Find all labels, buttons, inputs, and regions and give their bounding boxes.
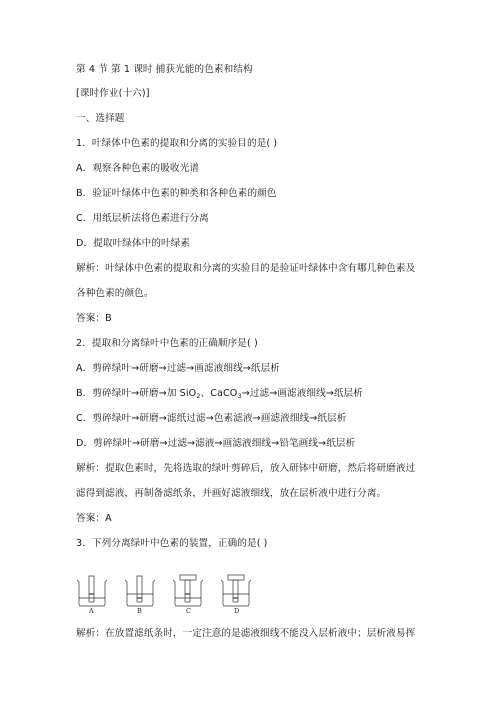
question-2-option-b	[76, 388, 363, 402]
beaker-b	[125, 576, 155, 606]
beaker-d	[221, 575, 251, 606]
question-2-option-d: D．剪碎绿叶→研磨→过滤→滤液→画滤液细线→铅笔画线→纸层析	[76, 438, 356, 449]
option-b-text-start: B．剪碎绿叶→研磨→加 SiO	[76, 388, 197, 399]
question-2-stem: 2．提取和分离绿叶中色素的正确顺序是( )	[76, 338, 258, 349]
silica-subscript: 2	[196, 392, 201, 400]
option-b-text-middle: 、CaCO	[200, 388, 238, 399]
beaker-a	[77, 576, 107, 606]
option-b-text-end: →过滤→画滤液细线→纸层析	[241, 388, 364, 399]
question-1-option-c: C．用纸层析法将色素进行分离	[76, 213, 209, 224]
question-2-analysis-line-2: 滤得到滤液，再制备滤纸条，并画好滤液细线，放在层析液中进行分离。	[76, 488, 387, 499]
figure-label-c: C	[186, 607, 191, 615]
carbonate-subscript: 3	[237, 392, 242, 400]
page-title: 第 4 节 第 1 课时 捕获光能的色素和结构	[76, 64, 253, 75]
question-2-answer: 答案：A	[76, 513, 112, 524]
question-1-analysis-line-1: 解析：叶绿体中色素的提取和分离的实验目的是验证叶绿体中含有哪几种色素及	[76, 263, 416, 274]
question-1-option-a: A．观察各种色素的吸收光谱	[76, 163, 199, 174]
question-2-analysis-line-1: 解析：提取色素时，先将选取的绿叶剪碎后，放入研钵中研磨，然后将研磨液过	[76, 463, 416, 474]
beaker-c	[173, 575, 203, 606]
question-3-analysis-line-1: 解析：在放置滤纸条时，一定注意的是滤液细线不能没入层析液中；层析液易挥	[76, 628, 416, 639]
question-1-analysis-line-2: 各种色素的颜色。	[76, 288, 154, 299]
figure-label-d: D	[234, 607, 240, 615]
chromatography-apparatus-figure	[76, 574, 256, 616]
figure-label-b: B	[137, 607, 142, 615]
question-2-option-a: A．剪碎绿叶→研磨→过滤→画滤液细线→纸层析	[76, 363, 281, 374]
question-1-stem: 1．叶绿体中色素的提取和分离的实验目的是( )	[76, 138, 278, 149]
question-1-option-b: B．验证叶绿体中色素的种类和各种色素的颜色	[76, 188, 277, 199]
section-heading: 一、选择题	[76, 113, 125, 124]
question-2-option-c: C．剪碎绿叶→研磨→滤纸过滤→色素滤液→画滤液细线→纸层析	[76, 413, 347, 424]
question-1-option-d: D．提取叶绿体中的叶绿素	[76, 238, 191, 249]
question-3-stem: 3．下列分离绿叶中色素的装置，正确的是( )	[76, 538, 268, 549]
homework-label: [课时作业(十六)]	[76, 88, 150, 99]
question-1-answer: 答案：B	[76, 313, 112, 324]
figure-label-a: A	[89, 607, 94, 615]
